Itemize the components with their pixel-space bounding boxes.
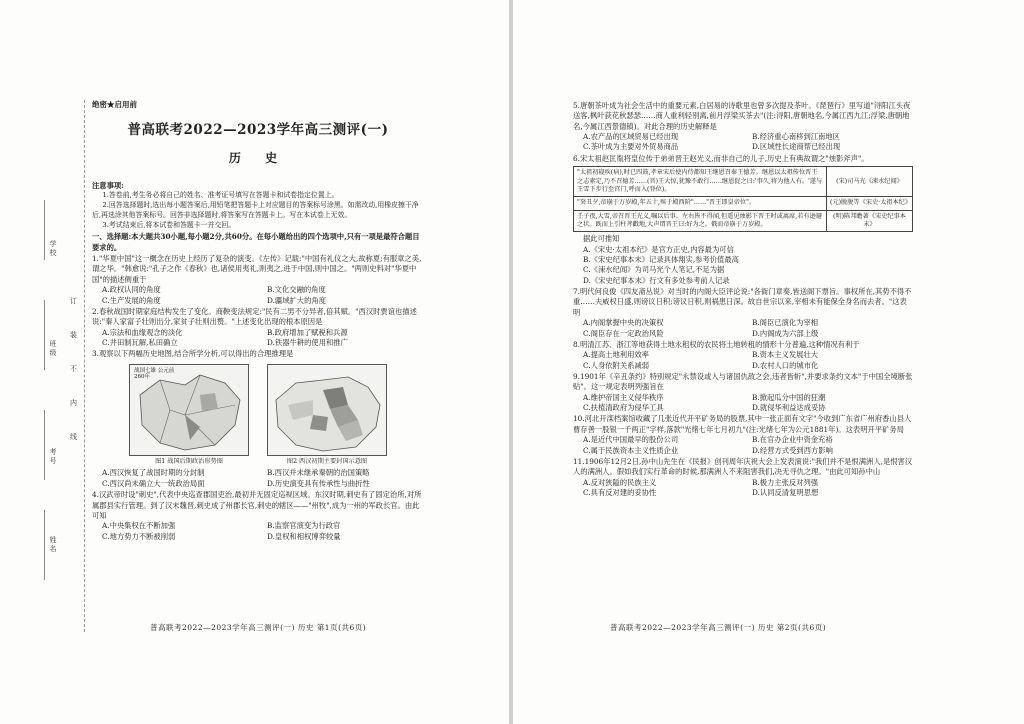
question-stem: 3.观察以下两幅历史地图,结合所学分析,可以得出的合理推理是: [92, 349, 294, 359]
option-a[interactable]: A.政权认同的角度: [102, 285, 161, 295]
source-text: 壬子夜,大雪,帝召晋王光义,嘱以后事。左右皆不得闻,但遥见烛影下晋王时或离席,若有逊避之状。既而上引柱斧戳地,大声谓晋王曰:好为之。俄而帝崩于万岁殿。: [574, 210, 827, 232]
table-row: [574, 197, 913, 210]
option-b[interactable]: B.政府增加了赋税和兵源: [267, 327, 348, 337]
option-a[interactable]: A.内阁掌握中央的决策权: [583, 318, 664, 328]
option-c[interactable]: C.《涑水纪闻》为司马光个人笔记,不足为据: [583, 265, 725, 275]
question-stem: 11.1906年12月2日,孙中山先生在《民报》创刊周年庆祝大会上发表演说:"我们并不是恨满洲人,是恨害汉人的满洲人。假如我们实行革命的时候,那满洲人不来阻害我们,决无寻仇之理。"由此可知孙中山: [573, 456, 913, 477]
binding-label-school: 学校: [49, 240, 57, 258]
source-text: "癸丑夕,帝崩于万岁殿,年五十,殡于殿西阶"……"晋王即皇帝位"。: [574, 197, 827, 210]
question-4: [92, 490, 424, 542]
option-d[interactable]: D.《宋史纪事本末》行文有多处参考前人记录: [583, 275, 730, 285]
question-1: [92, 254, 424, 306]
option-c[interactable]: C.属于民族资本主义性质企业: [583, 445, 679, 455]
option-a[interactable]: A.农产品的区域贸易已经出现: [583, 132, 679, 142]
binding-char: 线: [70, 433, 77, 441]
question-10: [573, 414, 913, 455]
page-2-content: [573, 100, 913, 498]
map-figure-2: [267, 364, 387, 467]
option-b[interactable]: B.阁臣已演化为宰相: [752, 318, 819, 328]
binding-char: 内: [70, 399, 77, 407]
binding-label-exam-no: 考号: [49, 448, 57, 466]
notice-title: 注意事项:: [92, 180, 124, 190]
option-c[interactable]: C.人身依附关系减弱: [583, 360, 650, 370]
question-stem: 6.宋太祖赵匡胤将皇位传于弟弟晋王赵光义,而非自己的儿子,历史上有典故谓之"烛影斧声"。: [573, 153, 869, 163]
option-a[interactable]: A.西汉恢复了战国时期的分封制: [102, 468, 205, 478]
question-stem: 8.明清江苏、浙江等地获得土地永租权的农民将土地转租的情形十分普遍,这种情况有利于: [573, 339, 860, 349]
option-d[interactable]: D.皇权和相权博弈较量: [267, 531, 341, 541]
notice-item: 2.回答选择题时,选出每小题答案后,用铅笔把答题卡上对应题目的答案标号涂黑。如需改动,用橡皮擦干净后,再选涂其他答案标号。回答非选择题时,将答案写在答题卡上。写在本试卷上无效。: [92, 200, 419, 219]
notice-item: 1.答卷前,考生务必将自己的姓名、准考证号填写在答题卡和试卷指定位置上。: [102, 191, 339, 200]
map-caption: 图2 西汉初期主要封国示意图: [286, 457, 368, 465]
question-lead: 据此可推知: [583, 234, 620, 244]
notice-item: 3.考试结束后,将本试卷和答题卡一并交回。: [102, 220, 236, 229]
option-d[interactable]: D.铁器牛耕的使用和推广: [267, 337, 348, 347]
option-b[interactable]: B.资本主义发展壮大: [752, 350, 819, 360]
exam-title: 普高联考2022—2023学年高三测评(一): [127, 121, 389, 138]
source-text: "太祖初寝疾(病),时已四鼓,孝章宋后使内侍都知王继恩召秦王德芳。继恩以太祖传位晋王之志素定,乃不召德芳……(晋)王大惊,犹豫不敢行……继恩促之曰:'事久,将为他人有。'遂与王雪下步行至宫门,呼而入(登位)。: [574, 167, 827, 197]
option-c[interactable]: C.地方势力不断被削弱: [102, 531, 176, 541]
question-7: [573, 287, 913, 339]
page-footer: 普高联考2022—2023学年高三测评(一) 历史 第2页(共6页): [610, 623, 827, 632]
question-5: [573, 101, 913, 153]
binding-line-exam-no: [44, 410, 45, 480]
option-d[interactable]: D.认同反清复明思想: [752, 487, 819, 497]
option-b[interactable]: B.掀起瓜分中国的狂潮: [752, 392, 826, 402]
question-11: [573, 457, 913, 498]
binding-label-name: 姓名: [49, 536, 57, 554]
option-a[interactable]: A.宗法和血缘观念的淡化: [102, 327, 183, 337]
option-c[interactable]: C.井田制瓦解,私田确立: [102, 337, 178, 347]
subject-title: 历 史: [228, 150, 288, 165]
option-c[interactable]: C.西汉尚未确立大一统政治局面: [102, 478, 205, 488]
option-a[interactable]: A.《宋史·太祖本纪》是官方正史,内容最为可信: [583, 244, 734, 254]
option-a[interactable]: A.提高土地利用效率: [583, 350, 649, 360]
question-stem: 7.明代何良俊《四友斋丛说》对当时的内阁大臣评论说:"各衙门章奏,皆送阁下票旨。事权所在,其势不得不重……夫威权日盛,则谤议日积;谤议日积,则祸患日深。故自世宗以来,宰相未有能保全身名而去者。"这表明: [573, 287, 912, 317]
option-b[interactable]: B.监察官演变为行政官: [267, 521, 341, 531]
option-d[interactable]: D.疆域扩大的角度: [267, 295, 326, 305]
question-2: [92, 307, 424, 348]
binding-char: 不: [70, 365, 77, 373]
option-c[interactable]: C.阁臣存在一定政治风险: [583, 328, 664, 338]
confidential-mark: 绝密★启用前: [92, 100, 137, 109]
option-a[interactable]: A.是近代中国最早的股份公司: [583, 435, 679, 445]
page-footer: 普高联考2022—2023学年高三测评(一) 历史 第1页(共6页): [150, 623, 367, 632]
question-stem: 4.汉武帝时设"刺史",代表中央巡查郡国吏治,最初并无固定巡视区域。东汉时期,刺史有了固定治所,对所属郡县实行管理。到了汉末魏晋,刺史成了州郡长官,刺史的辖区——"州牧",成为一州的军政长官。由此可知: [92, 490, 422, 520]
binding-line-class: [44, 300, 45, 370]
question-stem: 10.河北开滦档案馆收藏了几张近代开平矿务局的股票,其中一张正面有文字"今收到广东省广州府香山县人曹存善一股银一千两正"字样,落款"光绪七年七月初九"(注:光绪七年为公元1881年)。这表明开平矿务局: [573, 414, 912, 434]
table-row: [574, 167, 913, 197]
option-c[interactable]: C.扶植清政府为侵华工具: [583, 403, 664, 413]
option-b[interactable]: B.在官办企业中资金充裕: [752, 435, 833, 445]
option-b[interactable]: B.西汉并未继承秦朝的治国策略: [267, 468, 370, 478]
binding-line-name: [44, 510, 45, 580]
question-stem: 2.春秋战国时期家庭结构发生了变化。商鞅变法规定:"民有二男不分异者,倍其赋。"西汉时贾谊也描述说:"秦人家富子壮则出分,家贫子壮则出赘。"上述变化出现的根本原因是: [92, 306, 417, 327]
section-heading: 一、选择题:本大题共30小题,每小题2分,共60分。在每小题给出的四个选项中,只有一项是最符合题目要求的。: [92, 232, 420, 252]
question-stem: 1."华夏中国"这一概念在历史上经历了复杂的演变。《左传》记载:"中国有礼仪之大,故称夏;有服章之美,谓之华。"韩愈说:"孔子之作《春秋》也,诸侯用夷礼,则夷之,进于中国,则中国之。"两则史料对"华夏中国"的描述侧重于: [92, 254, 422, 284]
map-caption: 图1 战国后期政治形势图: [155, 457, 223, 465]
binding-char: 订: [70, 297, 77, 305]
option-c[interactable]: C.茶叶成为主要对外贸易商品: [583, 142, 679, 152]
binding-char: 装: [70, 331, 77, 339]
binding-label-class: 班级: [49, 340, 57, 358]
source-name: (元)脱脱等《宋史·太祖本纪》: [827, 197, 913, 210]
table-row: [574, 210, 913, 232]
option-d[interactable]: D.区域性长途商帮已经出现: [752, 142, 841, 152]
exam-page-1: [0, 0, 509, 724]
western-han-map: [267, 364, 387, 456]
option-d[interactable]: D.经营方式受到西方影响: [752, 445, 833, 455]
binding-dashed-line: [84, 100, 85, 632]
option-d[interactable]: D.农村人口的城市化: [752, 360, 819, 370]
source-name: (宋)司马光《涑水纪闻》: [827, 167, 913, 197]
option-b[interactable]: B.极力主张反对列强: [752, 477, 819, 487]
option-a[interactable]: A.中央集权在不断加强: [102, 521, 176, 531]
question-6: [573, 154, 913, 286]
option-c[interactable]: C.具有反对建的妥协性: [583, 487, 657, 497]
source-table: [573, 166, 913, 232]
binding-line-school: [44, 200, 45, 260]
question-3: [92, 349, 424, 489]
map-legend: 战国七雄 公元前260年: [134, 367, 175, 381]
question-8: [573, 340, 913, 371]
source-name: (明)陈邦瞻著《宋史纪事本末》: [827, 210, 913, 232]
page-1-content: [92, 100, 424, 542]
option-a[interactable]: A.维护帝国主义侵华秩序: [583, 392, 664, 402]
option-c[interactable]: C.生产发展的角度: [102, 295, 161, 305]
option-d[interactable]: D.内阁成为六部上级: [752, 328, 819, 338]
option-a[interactable]: A.反对狭隘的民族主义: [583, 477, 657, 487]
option-b[interactable]: B.文化交融的角度: [267, 285, 326, 295]
question-9: [573, 372, 913, 413]
question-stem: 5.唐朝茶叶成为社会生活中的重要元素,白居易的诗歌里也曾多次提及茶叶。《琵琶行》里写道"浔阳江头夜送客,枫叶荻花秋瑟瑟……商人重利轻别离,前月浮梁买茶去"(注:浔阳,唐朝地名,今属江西九江;浮梁,唐朝地名,今属江西景德镇)。对此合理的历史解释是: [573, 101, 911, 131]
option-b[interactable]: B.经济重心南移到江南地区: [752, 132, 840, 142]
map-figure-1: [129, 364, 249, 467]
option-b[interactable]: B.《宋史纪事本末》记录具体翔实,参考价值最高: [583, 255, 739, 265]
warring-states-map: [129, 364, 249, 456]
question-stem: 9.1901年《辛丑条约》特别规定"永禁设或入与诸国仇敌之会,违者皆斩",并要求条约文本"于中国全境断张贴"。这一规定表明列强旨在: [573, 371, 913, 392]
option-d[interactable]: D.就侵华利益达成妥协: [752, 403, 826, 413]
option-d[interactable]: D.历史演变具有传承性与曲折性: [267, 478, 370, 488]
